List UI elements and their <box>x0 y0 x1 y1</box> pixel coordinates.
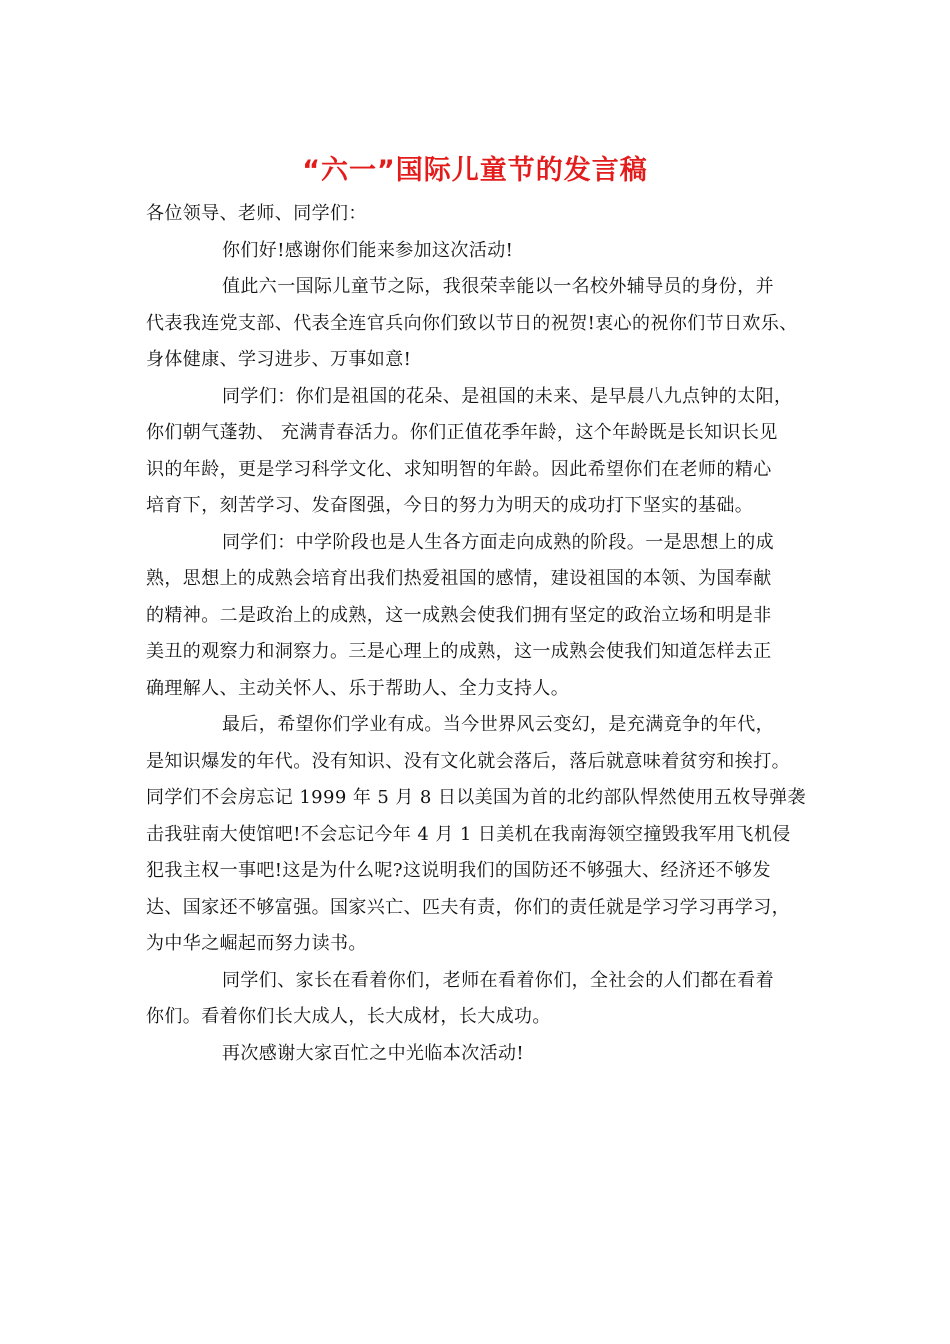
text-line: 同学们：中学阶段也是人生各方面走向成熟的阶段。一是思想上的成 <box>222 531 774 553</box>
text-line: 熟，思想上的成熟会培育出我们热爱祖国的感情，建设祖国的本领、为国奉献 <box>146 568 772 589</box>
text-line: 代表我连党支部、代表全连官兵向你们致以节日的祝贺!衷心的祝你们节日欢乐、 <box>146 312 798 334</box>
text-line: 最后，希望你们学业有成。当今世界风云变幻，是充满竟争的年代， <box>222 714 774 735</box>
text-line: 你们好!感谢你们能来参加这次活动! <box>222 239 514 261</box>
text-line: 值此六一国际儿童节之际，我很荣幸能以一名校外辅导员的身份，并 <box>222 276 774 297</box>
text-line: 身体健康、学习进步、万事如意! <box>146 349 412 370</box>
text-line: 培育下，刻苦学习、发奋图强，今日的努力为明天的成功打下坚实的基础。 <box>146 495 754 516</box>
text-line: 同学们：你们是祖国的花朵、是祖国的未来、是早晨八九点钟的太阳， <box>222 385 793 407</box>
text-line: 是知识爆发的年代。没有知识、没有文化就会落后，落后就意味着贫穷和挨打。 <box>146 750 790 772</box>
text-line: 同学们、家长在看着你们，老师在看着你们，全社会的人们都在看着 <box>222 969 774 991</box>
text-line: 各位领导、老师、同学们： <box>146 203 367 224</box>
speech-body <box>146 196 826 1072</box>
text-line: 犯我主权一事吧!这是为什么呢?这说明我们的国防还不够强大、经济还不够发 <box>146 860 771 881</box>
text-line: 识的年龄，更是学习科学文化、求知明智的年龄。因此希望你们在老师的精心 <box>146 458 772 480</box>
text-line: 的精神。二是政治上的成熟，这一成熟会使我们拥有坚定的政治立场和明是非 <box>146 604 772 626</box>
text-line: 你们朝气蓬勃、 充满青春活力。你们正值花季年龄，这个年龄既是长知识长见 <box>146 422 778 443</box>
text-line: 同学们不会房忘记 1999 年 5 月 8 日以美国为首的北约部队悍然使用五枚导弹袭 <box>146 787 806 808</box>
text-line: 美丑的观察力和洞察力。三是心理上的成熟，这一成熟会使我们知道怎样去正 <box>146 641 772 662</box>
document-title: “六一”国际儿童节的发言稿 <box>302 155 648 186</box>
text-line: 确理解人、主动关怀人、乐于帮助人、全力支持人。 <box>146 677 570 699</box>
text-line: 击我驻南大使馆吧!不会忘记今年 4 月 1 日美机在我南海领空撞毁我军用飞机侵 <box>146 823 791 845</box>
text-line: 为中华之崛起而努力读书。 <box>146 933 367 954</box>
text-line: 达、国家还不够富强。国家兴亡、匹夫有责，你们的责任就是学习学习再学习， <box>146 896 790 918</box>
text-line: 你们。看着你们长大成人，长大成材，长大成功。 <box>146 1006 551 1027</box>
text-line: 再次感谢大家百忙之中光临本次活动! <box>222 1042 525 1064</box>
